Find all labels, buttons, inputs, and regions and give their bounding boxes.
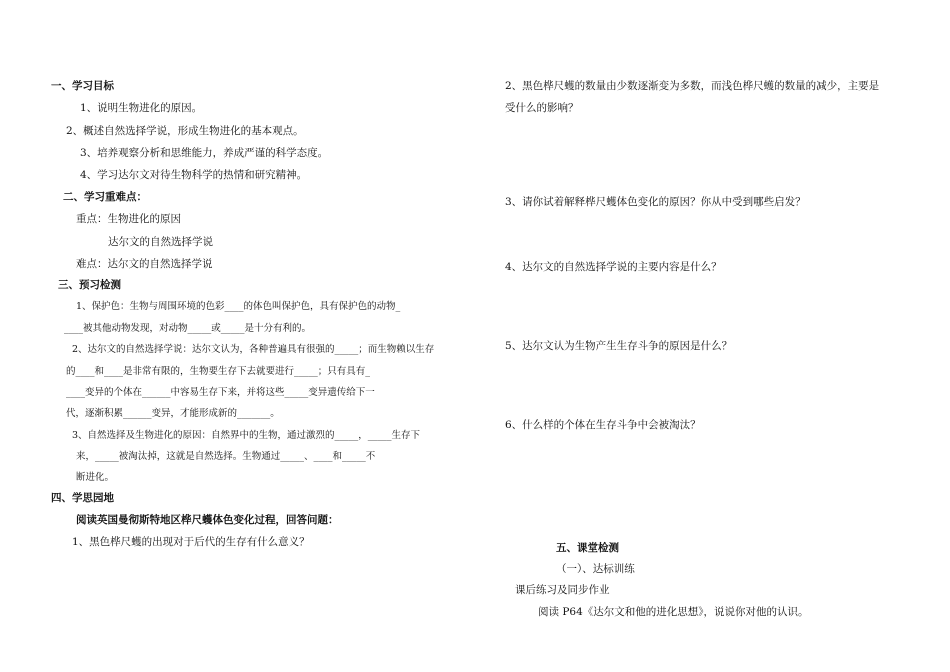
section-2-title: 二、学习重难点： [63, 191, 147, 203]
objective-item: 3、培养观察分析和思维能力，养成严谨的科学态度。 [80, 147, 329, 159]
objective-item: 2、概述自然选择学说，形成生物进化的基本观点。 [66, 125, 304, 137]
preview-line: 代，逐渐积累______变异，才能形成新的_______。 [66, 408, 280, 419]
homework-line: 课后练习及同步作业 [515, 584, 610, 596]
reading-line: 阅读 P64《达尔文和他的进化思想》，说说你对他的认识。 [538, 606, 809, 618]
preview-line: 的____和____是非常有限的，生物要生存下去就要进行_____；只有具有_ [66, 366, 371, 377]
question-2-line-1: 2、黑色桦尺蠖的数量由少数逐渐变为多数，而浅色桦尺蠖的数量的减少，主要是 [505, 80, 880, 92]
preview-line: 来，_____被淘汰掉，这就是自然选择。生物通过_____、____和_____不 [76, 451, 376, 462]
section-3-title: 三、预习检测 [58, 279, 121, 291]
question-6: 6、什么样的个体在生存斗争中会被淘汰？ [505, 419, 701, 431]
objective-item: 4、学习达尔文对待生物科学的热情和研究精神。 [80, 169, 308, 181]
objective-item: 1、说明生物进化的原因。 [80, 102, 203, 114]
preview-line: ____被其他动物发现，对动物_____或_____是十分有利的。 [64, 323, 312, 334]
key-point-line: 重点：生物进化的原因 [76, 213, 181, 225]
preview-line: ____变异的个体在______中容易生存下来，并将这些_____变异遗传给下一 [66, 387, 375, 398]
question-1: 1、黑色桦尺蠖的出现对于后代的生存有什么意义？ [72, 536, 310, 548]
section-4-subtitle: 阅读英国曼彻斯特地区桦尺蠖体色变化过程，回答问题： [76, 514, 339, 526]
preview-line: 3、自然选择及生物进化的原因：自然界中的生物，通过激烈的_____，_____生存下 [72, 430, 421, 441]
question-3: 3、请你试着解释桦尺蠖体色变化的原因？你从中受到哪些启发？ [505, 196, 806, 208]
section-1-title: 一、学习目标 [51, 80, 114, 92]
preview-line: 断进化。 [76, 472, 115, 483]
section-4-title: 四、学思园地 [51, 492, 114, 504]
question-4: 4、达尔文的自然选择学说的主要内容是什么？ [505, 261, 722, 273]
preview-line: 1、保护色：生物与周围环境的色彩____的体色叫保护色，具有保护色的动物_ [76, 301, 401, 312]
question-2-line-2: 受什么的影响？ [505, 102, 579, 114]
difficult-point-line: 难点：达尔文的自然选择学说 [76, 258, 213, 270]
section-5-subtitle: （一）、达标训练 [556, 563, 635, 575]
question-5: 5、达尔文认为生物产生生存斗争的原因是什么？ [505, 340, 733, 352]
key-point-line: 达尔文的自然选择学说 [108, 236, 213, 248]
preview-line: 2、达尔文的自然选择学说：达尔文认为，各种普遍具有很强的_____；而生物赖以生存 [72, 344, 435, 355]
section-5-title: 五、课堂检测 [556, 542, 619, 554]
